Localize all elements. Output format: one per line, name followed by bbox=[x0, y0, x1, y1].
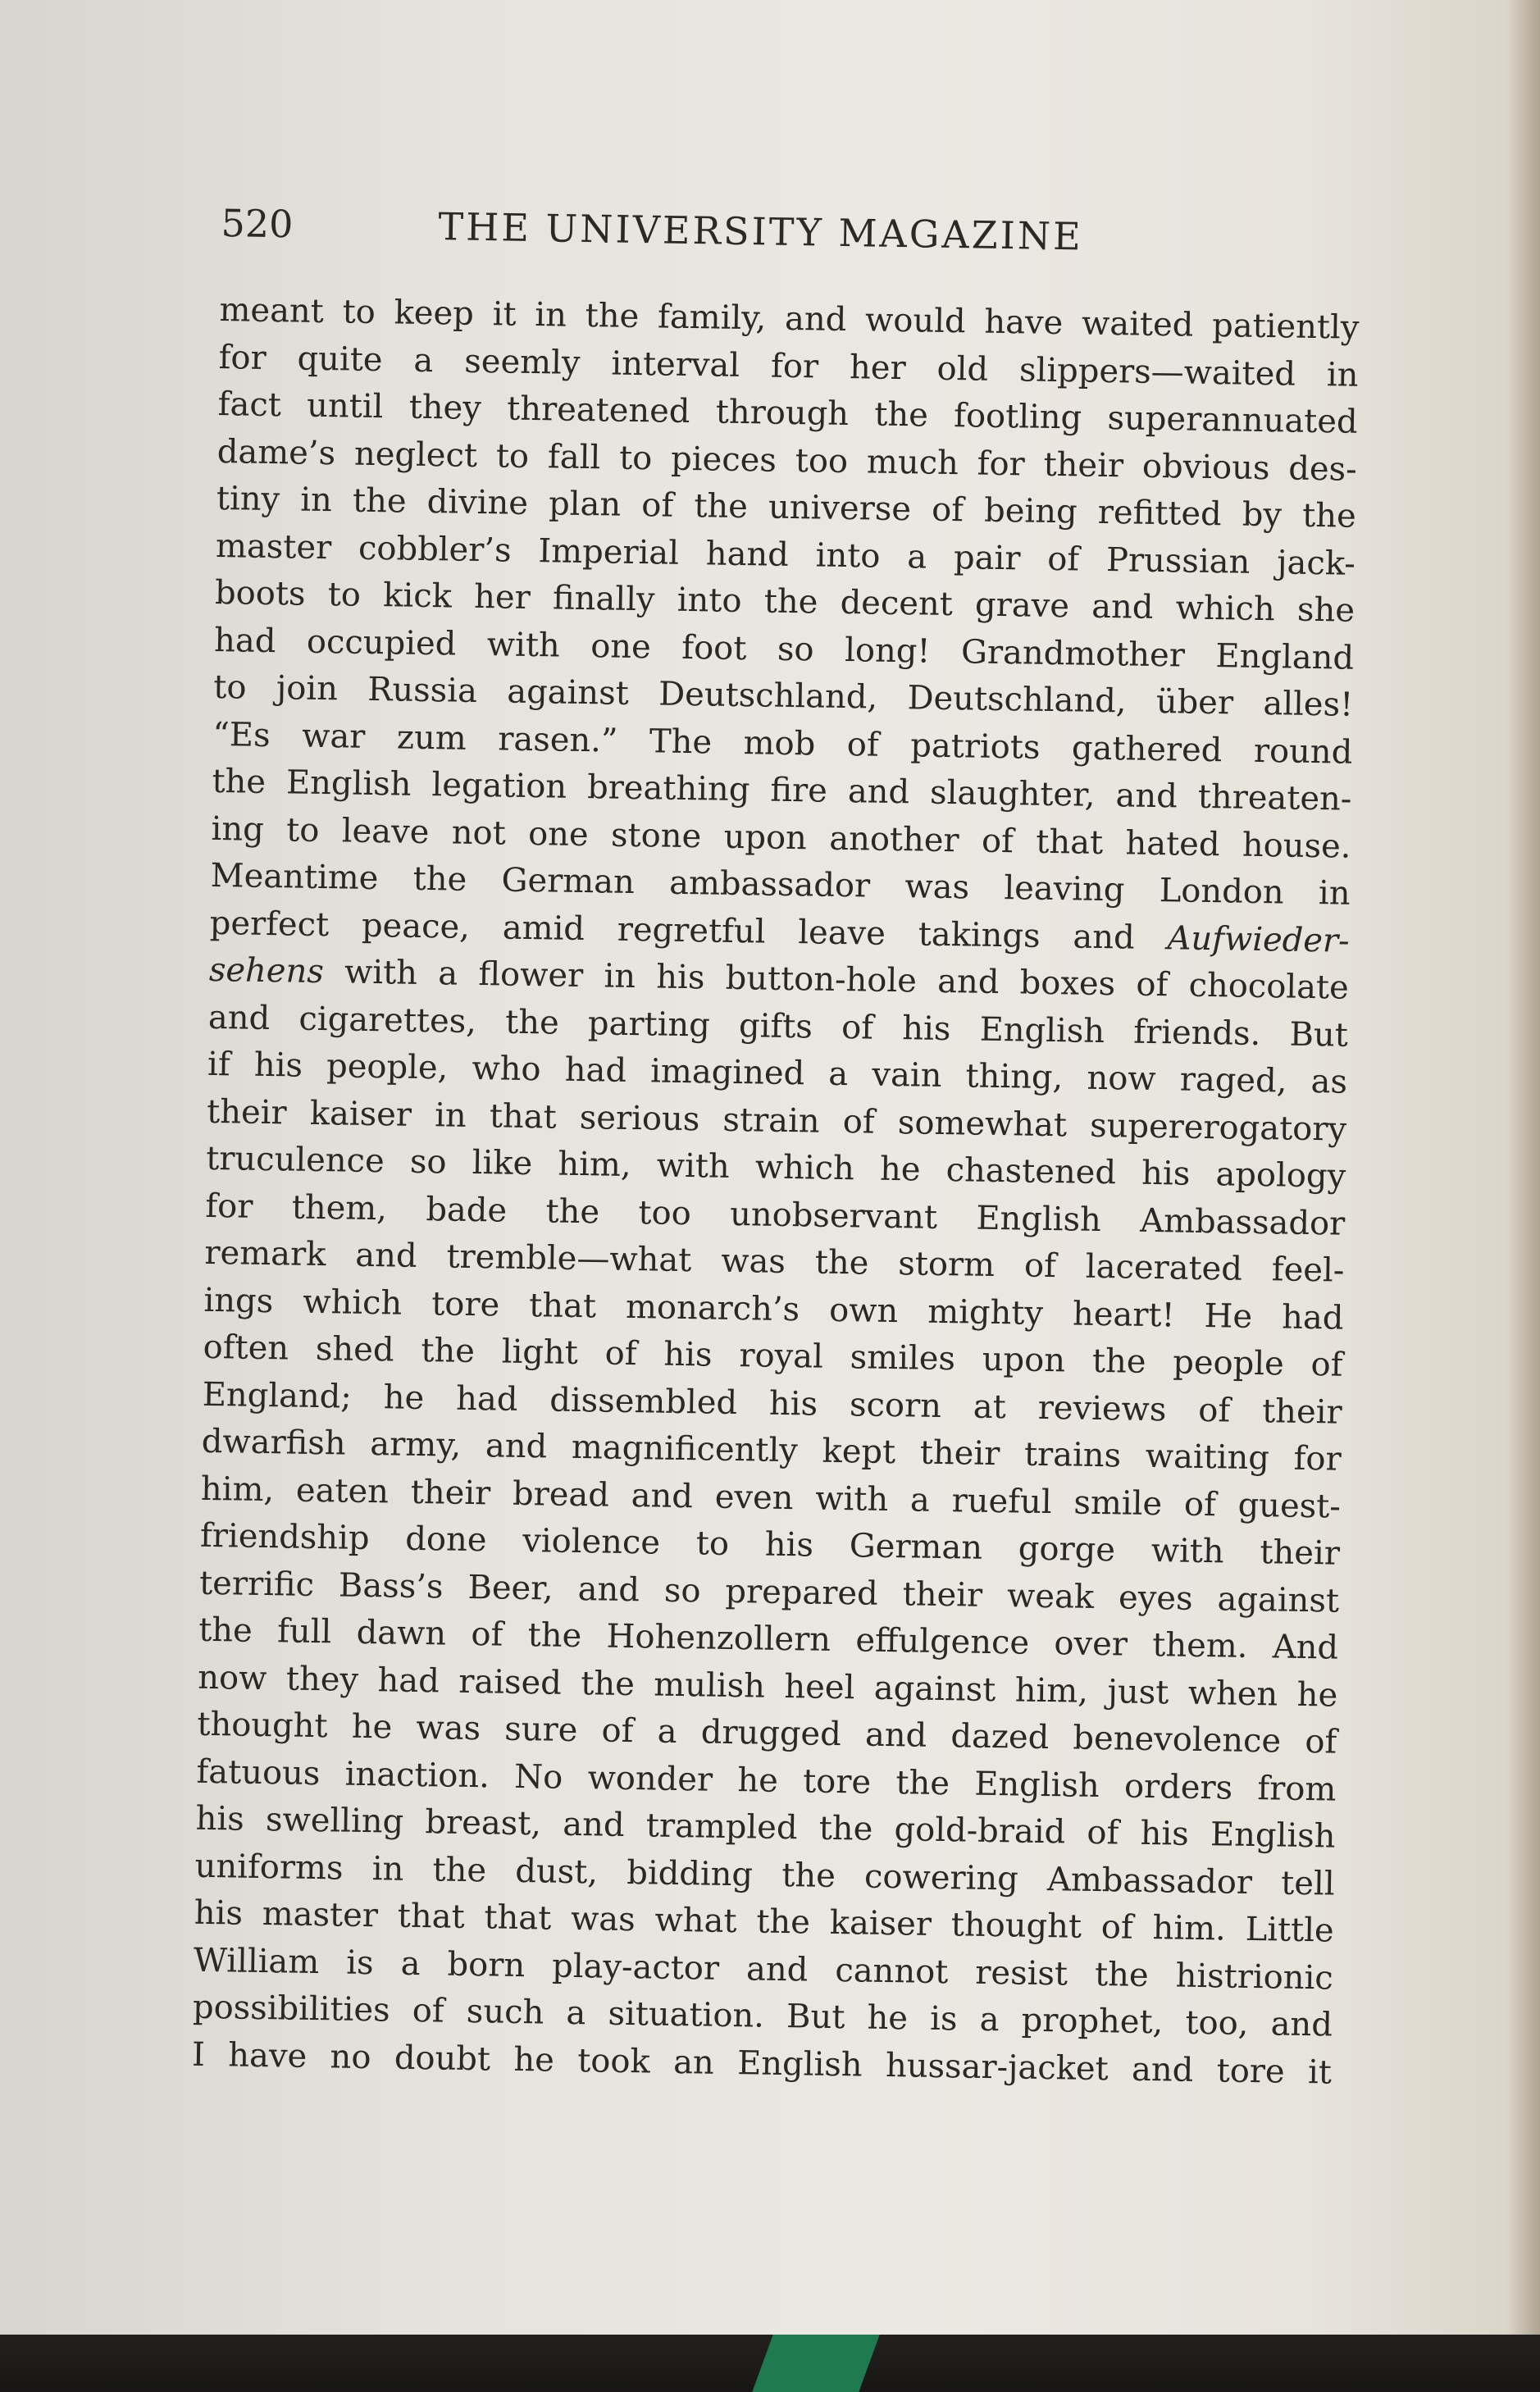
running-head: THE UNIVERSITY MAGAZINE bbox=[438, 204, 1084, 259]
text-line: him, eaten their bread and even with a rueful smile of guest- bbox=[200, 1469, 1342, 1526]
text-line: fatuous inaction. No wonder he tore the English orders from bbox=[196, 1752, 1337, 1809]
text-line: I have no doubt he took an English hussar-jacket and tore it bbox=[191, 2035, 1333, 2092]
body-text bbox=[192, 287, 1360, 2097]
text-line: tiny in the divine plan of the universe of being refitted by the bbox=[216, 479, 1357, 535]
text-line: thought he was sure of a drugged and dazed benevolence of bbox=[197, 1705, 1337, 1761]
text-line: the full dawn of the Hohenzollern effulgence over them. And bbox=[198, 1611, 1339, 1667]
text-line: for them, bade the too unobservant English Ambassador bbox=[205, 1187, 1346, 1243]
page-number: 520 bbox=[221, 201, 294, 247]
italic-word: Aufwieder- bbox=[1167, 918, 1351, 960]
text-line: often shed the light of his royal smiles upon the people of bbox=[203, 1328, 1343, 1384]
text-line: meant to keep it in the family, and would have waited patiently bbox=[219, 290, 1360, 347]
text-line: ings which tore that monarch’s own mighty heart! He had bbox=[203, 1281, 1344, 1337]
page-header bbox=[221, 201, 1345, 285]
text-line: Meantime the German ambassador was leaving London in bbox=[210, 856, 1351, 913]
text-line: terrific Bass’s Beer, and so prepared their weak eyes against bbox=[198, 1564, 1340, 1620]
text-line: had occupied with one foot so long! Grandmother England bbox=[213, 621, 1355, 677]
text-line: their kaiser in that serious strain of somewhat supererogatory bbox=[206, 1092, 1347, 1149]
text-line: his master that that was what the kaiser thought of him. Little bbox=[194, 1893, 1335, 1950]
text-line: William is a born play-actor and cannot resist the histrionic bbox=[193, 1941, 1334, 1998]
text-line: boots to kick her finally into the decent grave and which she bbox=[214, 573, 1355, 630]
text-line: friendship done violence to his German gorge with their bbox=[199, 1516, 1341, 1573]
text-line: to join Russia against Deutschland, Deutschland, über alles! bbox=[212, 667, 1354, 724]
text-line: ing to leave not one stone upon another of that hated house. bbox=[211, 809, 1351, 866]
text-line: fact until they threatened through the footling superannuated bbox=[217, 385, 1358, 441]
text-line: remark and tremble—what was the storm of lacerated feel- bbox=[204, 1233, 1345, 1290]
text-line: England; he had dissembled his scorn at reviews of their bbox=[202, 1375, 1342, 1432]
text-line: if his people, who had imagined a vain thing, now raged, as bbox=[207, 1045, 1348, 1101]
text-line: his swelling breast, and trampled the gold-braid of his English bbox=[195, 1799, 1336, 1856]
text-line: possibilities of such a situation. But he is a prophet, too, and bbox=[192, 1988, 1333, 2044]
text-line: for quite a seemly interval for her old slippers—waited in bbox=[218, 338, 1359, 394]
text-line: “Es war zum rasen.” The mob of patriots gathered round bbox=[212, 715, 1353, 772]
text-segment: perfect peace, amid regretful leave takings and bbox=[209, 904, 1168, 957]
text-line: dwarfish army, and magnificently kept their trains waiting for bbox=[201, 1422, 1342, 1478]
text-line: now they had raised the mulish heel against him, just when he bbox=[198, 1658, 1338, 1715]
text-line: master cobbler’s Imperial hand into a pair of Prussian jack- bbox=[215, 526, 1356, 583]
text-line: and cigarettes, the parting gifts of his English friends. But bbox=[207, 998, 1349, 1055]
page-edge-shadow bbox=[1507, 0, 1540, 2392]
text-line: truculence so like him, with which he chastened his apology bbox=[205, 1139, 1346, 1196]
italic-word: sehens bbox=[208, 950, 325, 991]
text-line: the English legation breathing fire and slaughter, and threaten- bbox=[212, 762, 1352, 818]
text-segment: with a flower in his button-hole and boxes of chocolate bbox=[323, 953, 1350, 1007]
text-line: uniforms in the dust, bidding the cowering Ambassador tell bbox=[194, 1847, 1335, 1903]
green-ribbon bbox=[752, 2335, 879, 2392]
text-line: dame’s neglect to fall to pieces too much for their obvious des- bbox=[216, 432, 1358, 489]
